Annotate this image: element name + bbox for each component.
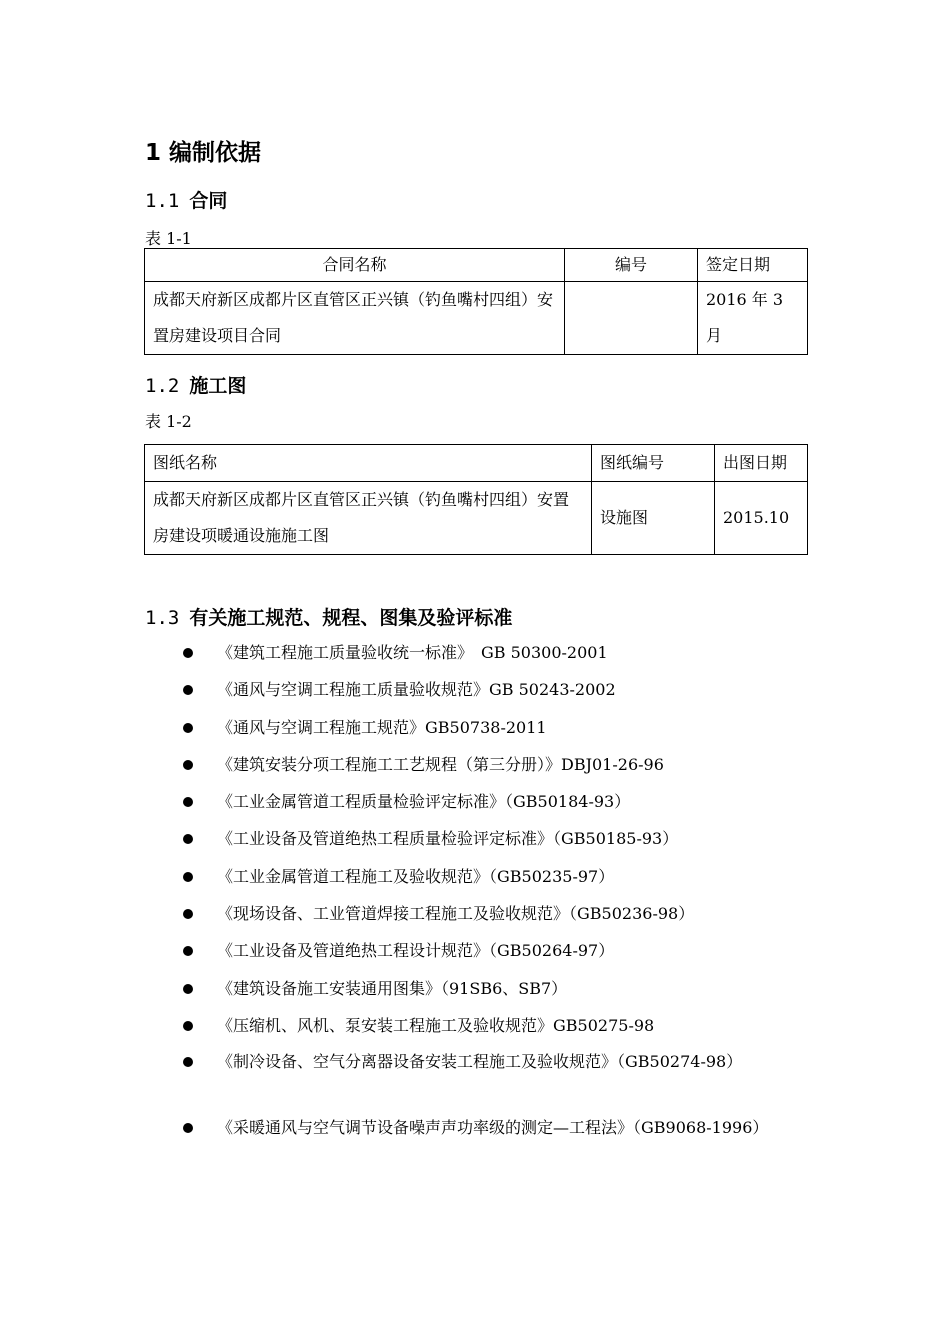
list-item (145, 970, 810, 1007)
list-item-text: 《通风与空调工程施工质量验收规范》GB 50243-2002 (217, 680, 616, 700)
bullet-icon (183, 648, 193, 658)
section-heading-standards (145, 603, 512, 630)
section-number: 1.3 (145, 607, 180, 629)
table-caption: 表 1-1 (145, 229, 192, 248)
bullet-icon (183, 723, 193, 733)
list-item-text: 《压缩机、风机、泵安装工程施工及验收规范》GB50275-98 (217, 1015, 655, 1035)
list-item (145, 932, 810, 969)
drawings-table (144, 444, 808, 555)
list-item-text: 《采暖通风与空气调节设备噪声声功率级的测定—工程法》（GB9068-1996） (217, 1118, 769, 1138)
list-item (145, 1110, 810, 1176)
list-item-text: 《工业金属管道工程施工及验收规范》（GB50235-97） (217, 866, 615, 886)
list-item (145, 1007, 810, 1044)
table-header-cell: 图纸编号 (592, 445, 715, 482)
list-item (145, 820, 810, 857)
table-cell: 设施图 (592, 482, 715, 555)
bullet-icon (183, 984, 193, 994)
bullet-icon (183, 685, 193, 695)
bullet-icon (183, 1021, 193, 1031)
table-header-cell: 图纸名称 (145, 445, 592, 482)
bullet-icon (183, 872, 193, 882)
list-item-text: 《工业设备及管道绝热工程设计规范》（GB50264-97） (217, 941, 615, 961)
list-item-text: 《通风与空调工程施工规范》GB50738-2011 (217, 717, 547, 737)
standards-list (145, 634, 810, 1176)
list-item-text: 《建筑工程施工质量验收统一标准》 GB 50300-2001 (217, 643, 608, 662)
table-row (145, 482, 808, 555)
bullet-icon (183, 834, 193, 844)
table-header-cell: 编号 (565, 249, 698, 282)
table-header-cell: 出图日期 (715, 445, 808, 482)
contract-table (144, 248, 808, 355)
table-header-row (145, 249, 808, 282)
table-cell: 2015.10 (715, 482, 808, 555)
table-cell (565, 282, 698, 355)
list-item (145, 858, 810, 895)
table-cell: 成都天府新区成都片区直管区正兴镇（钓鱼嘴村四组）安置房建设项暖通设施施工图 (145, 482, 592, 555)
list-item-text: 《制冷设备、空气分离器设备安装工程施工及验收规范》（GB50274-98） (217, 1052, 743, 1072)
table-header-cell: 签定日期 (698, 249, 808, 282)
list-item (145, 1044, 810, 1110)
heading-1: 1 编制依据 (145, 140, 262, 166)
list-item (145, 895, 810, 932)
table-header-cell: 合同名称 (145, 249, 565, 282)
list-item (145, 783, 810, 820)
table-cell: 2016 年 3 月 (698, 282, 808, 355)
table-row (145, 282, 808, 355)
section-heading-contract (145, 186, 227, 213)
list-item-text: 《工业金属管道工程质量检验评定标准》（GB50184-93） (217, 792, 631, 812)
list-item-text: 《建筑设备施工安装通用图集》（91SB6、SB7） (217, 978, 568, 998)
bullet-icon (183, 760, 193, 770)
table-cell: 成都天府新区成都片区直管区正兴镇（钓鱼嘴村四组）安置房建设项目合同 (145, 282, 565, 355)
list-item-text: 《工业设备及管道绝热工程质量检验评定标准》（GB50185-93） (217, 829, 679, 849)
table-header-row (145, 445, 808, 482)
list-item (145, 634, 810, 671)
section-number: 1.2 (145, 375, 180, 397)
section-heading-drawings (145, 371, 246, 398)
section-title: 施工图 (189, 375, 247, 397)
bullet-icon (183, 909, 193, 919)
list-item-text: 《现场设备、工业管道焊接工程施工及验收规范》（GB50236-98） (217, 904, 695, 924)
table-caption: 表 1-2 (145, 412, 192, 431)
list-item (145, 671, 810, 708)
bullet-icon (183, 946, 193, 956)
bullet-icon (183, 797, 193, 807)
list-item (145, 709, 810, 746)
list-item-text: 《建筑安装分项工程施工工艺规程（第三分册）》DBJ01-26-96 (217, 754, 664, 774)
section-number: 1.1 (145, 190, 180, 212)
section-title: 有关施工规范、规程、图集及验评标准 (189, 607, 513, 629)
list-item (145, 746, 810, 783)
section-title: 合同 (189, 190, 228, 212)
